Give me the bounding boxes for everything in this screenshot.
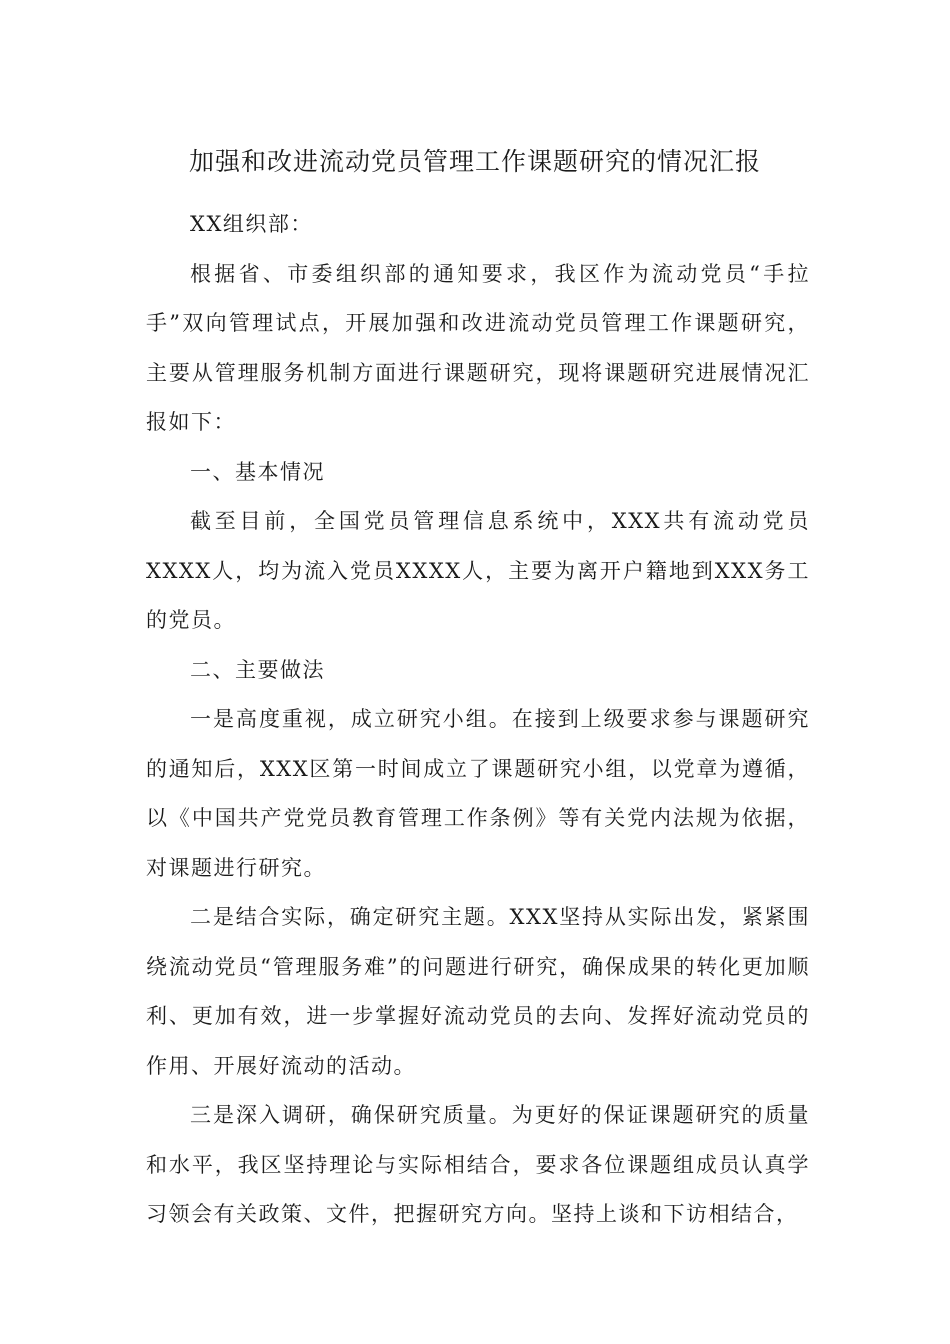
document-title: 加强和改进流动党员管理工作课题研究的情况汇报 [188, 147, 761, 176]
paragraph-practice-two: 二是结合实际，确定研究主题。XXX坚持从实际出发，紧紧围绕流动党员“管理服务难”的问题进行研究，确保成果的转化更加顺利、更加有效，进一步掌握好流动党员的去向、发挥好流动党员的作用、开展好流动的活动。 [146, 905, 810, 1078]
paragraph-basic-situation: 截至目前，全国党员管理信息系统中，XXX共有流动党员XXXX人，均为流入党员XXXX人，主要为离开户籍地到XXX务工的党员。 [146, 509, 810, 632]
paragraph-intro: 根据省、市委组织部的通知要求，我区作为流动党员“手拉手”双向管理试点，开展加强和改进流动党员管理工作课题研究，主要从管理服务机制方面进行课题研究，现将课题研究进展情况汇报如下： [146, 261, 810, 434]
section-heading-main-practices: 二、主要做法 [190, 657, 325, 682]
paragraph-practice-one: 一是高度重视，成立研究小组。在接到上级要求参与课题研究的通知后，XXX区第一时间成立了课题研究小组，以党章为遵循，以《中国共产党党员教育管理工作条例》等有关党内法规为依据，对课题进行研究。 [146, 707, 810, 880]
paragraph-practice-three: 三是深入调研，确保研究质量。为更好的保证课题研究的质量和水平，我区坚持理论与实际相结合，要求各位课题组成员认真学习领会有关政策、文件，把握研究方向。坚持上谈和下访相结合， [146, 1103, 810, 1226]
document-body [146, 200, 810, 1240]
section-heading-basic-situation: 一、基本情况 [190, 459, 325, 484]
salutation: XX组织部： [190, 212, 313, 236]
